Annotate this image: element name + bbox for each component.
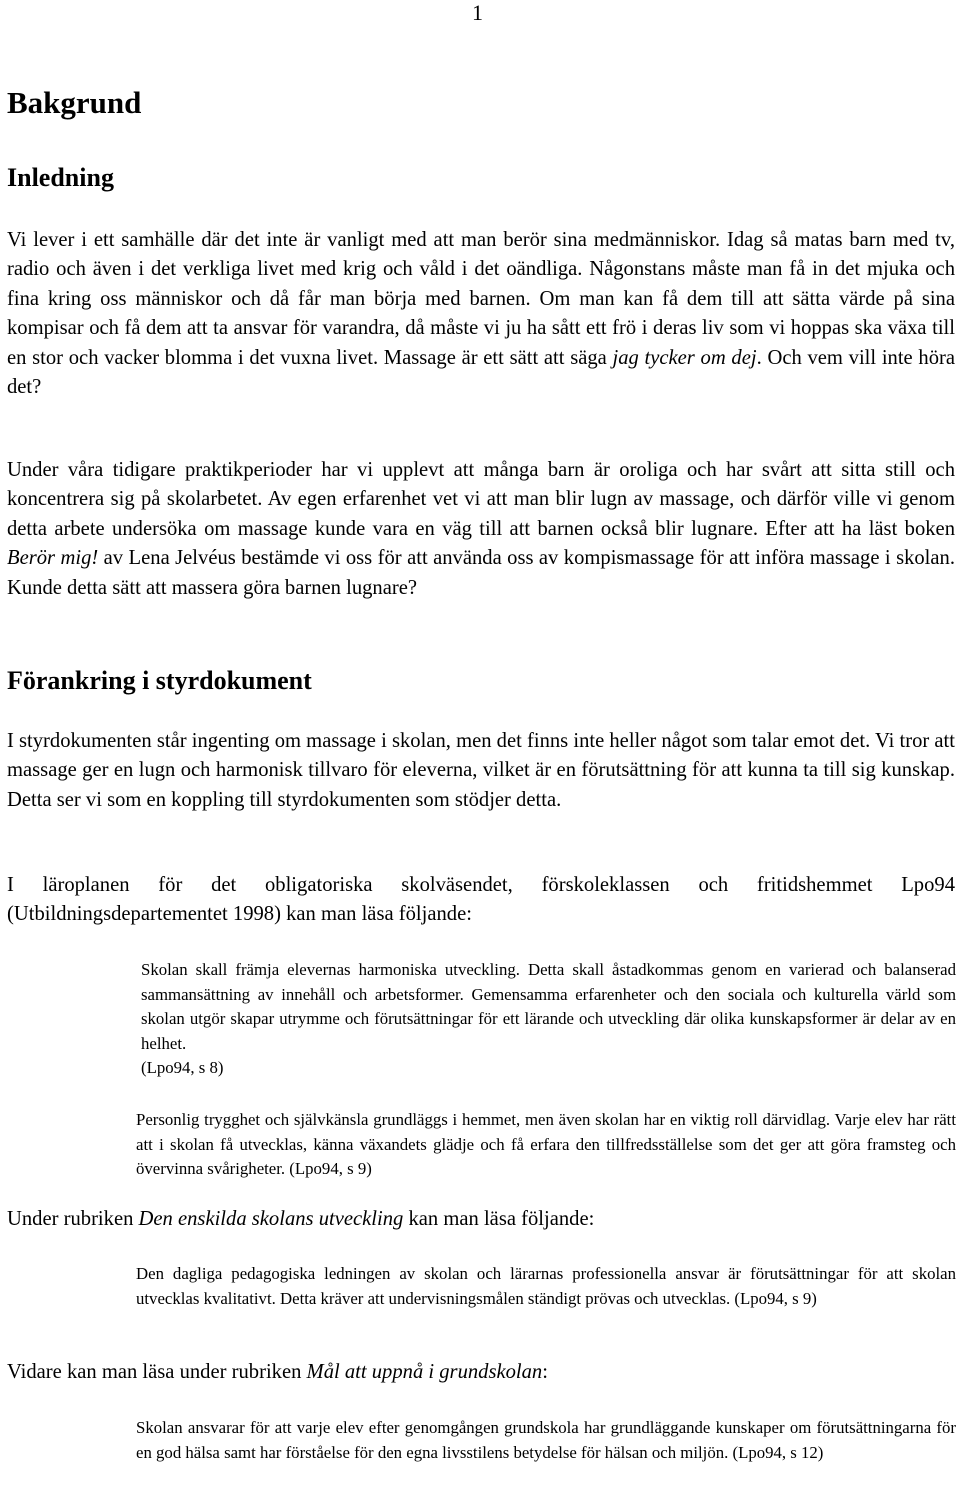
paragraph-intro-text-a: Vi lever i ett samhälle där det inte är vanligt med att man berör sina medmänniskor. Idag så matas barn med tv, radio och även i det verkliga livet med krig och våld i det oändliga. Någonstans måste man få in det mjuka och fina kring oss människor och då får man börja med barnen. Om man kan få dem till att sätta värde på sina kompisar och få dem att ta ansvar för varandra, då måste vi ju ha sått ett frö i deras liv som vi hoppas ska växa till en stor och vacker blomma i det vuxna livet. Massage är ett sätt att säga xyxy=(7,229,955,369)
paragraph-intro xyxy=(7,226,955,402)
paragraph-enskilda-skolan-text-a: Under rubriken xyxy=(7,1208,139,1230)
paragraph-mal-text-b: : xyxy=(542,1361,548,1383)
paragraph-intro-emphasis: jag tycker om dej xyxy=(612,346,757,369)
block-quote-ledning: Den dagliga pedagogiska ledningen av skolan och lärarnas professionella ansvar är förutsättningar för att skolan utvecklas kvalitativt. Detta kräver att undervisningsmålen ständigt prövas och utvecklas. (Lpo94, s 9) xyxy=(136,1264,956,1308)
paragraph-intro-text-b: . Och vem vill inte höra det? xyxy=(7,346,956,399)
block-quote-halsa: Skolan ansvarar för att varje elev efter genomgången grundskola har grundläggande kunskaper om förutsättningarna för en god hälsa samt har förståelse för den egna livsstilens betydelse för hälsan och miljön. (Lpo94, s 12) xyxy=(136,1418,956,1462)
paragraph-praktik xyxy=(7,456,955,603)
rubric-mal: Mål att uppnå i grundskolan xyxy=(306,1361,543,1383)
book-title: Berör mig! xyxy=(7,547,99,570)
paragraph-mal-text-a: Vidare kan man läsa under rubriken xyxy=(7,1361,307,1383)
block-quote-harmonisk-citation: (Lpo94, s 8) xyxy=(141,1058,224,1077)
section-heading-inledning: Inledning xyxy=(7,163,114,192)
paragraph-laroplan: I läroplanen för det obligatoriska skolväsendet, förskoleklassen och fritidshemmet Lpo94 (Utbildningsdepartementet 1998) kan man läsa följande: xyxy=(7,874,955,926)
paragraph-praktik-text-a: Under våra tidigare praktikperioder har vi upplevt att många barn är oroliga och har svårt att sitta still och koncentrera sig på skolarbetet. Av egen erfarenhet vet vi att man blir lugn av massage, och därför ville vi genom detta arbete undersöka om massage kunde vara en väg till att barnen också blir lugnare. Efter att ha läst boken xyxy=(7,459,955,540)
paragraph-mal xyxy=(7,1358,955,1387)
block-quote-trygghet: Personlig trygghet och självkänsla grundläggs i hemmet, men även skolan har en viktig roll därvidlag. Varje elev har rätt att i skolan få utvecklas, känna växandets glädje och få erfara den tillfredsställelse som det ger att göra framsteg och övervinna svårigheter. (Lpo94, s 9) xyxy=(136,1110,956,1178)
rubric-enskilda-skolan: Den enskilda skolans utveckling xyxy=(138,1208,404,1230)
paragraph-enskilda-skolan xyxy=(7,1205,955,1234)
section-heading-forankring: Förankring i styrdokument xyxy=(7,666,312,695)
block-quote-harmonisk xyxy=(141,958,956,1081)
page-number: 1 xyxy=(472,0,483,25)
block-quote-harmonisk-text: Skolan skall främja elevernas harmoniska utveckling. Detta skall åstadkommas genom en varierad och balanserad sammansättning av innehåll och arbetsformer. Gemensamma erfarenheter och den sociala och kulturella värld som skolan utgör skapar utrymme och förutsättningar för ett lärande och utveckling där olika kunskapsformer är delar av en helhet. xyxy=(141,960,956,1053)
document-title: Bakgrund xyxy=(7,85,142,120)
paragraph-praktik-text-b: av Lena Jelvéus bestämde vi oss för att använda oss av kompismassage för att införa massage i skolan. Kunde detta sätt att massera göra barnen lugnare? xyxy=(7,547,955,599)
paragraph-styrdokument: I styrdokumenten står ingenting om massage i skolan, men det finns inte heller något som talar emot det. Vi tror att massage ger en lugn och harmonisk tillvaro för eleverna, vilket är en förutsättning för att kunna ta till sig kunskap. Detta ser vi som en koppling till styrdokumenten som stödjer detta. xyxy=(7,730,955,811)
paragraph-enskilda-skolan-text-b: kan man läsa följande: xyxy=(403,1208,595,1230)
